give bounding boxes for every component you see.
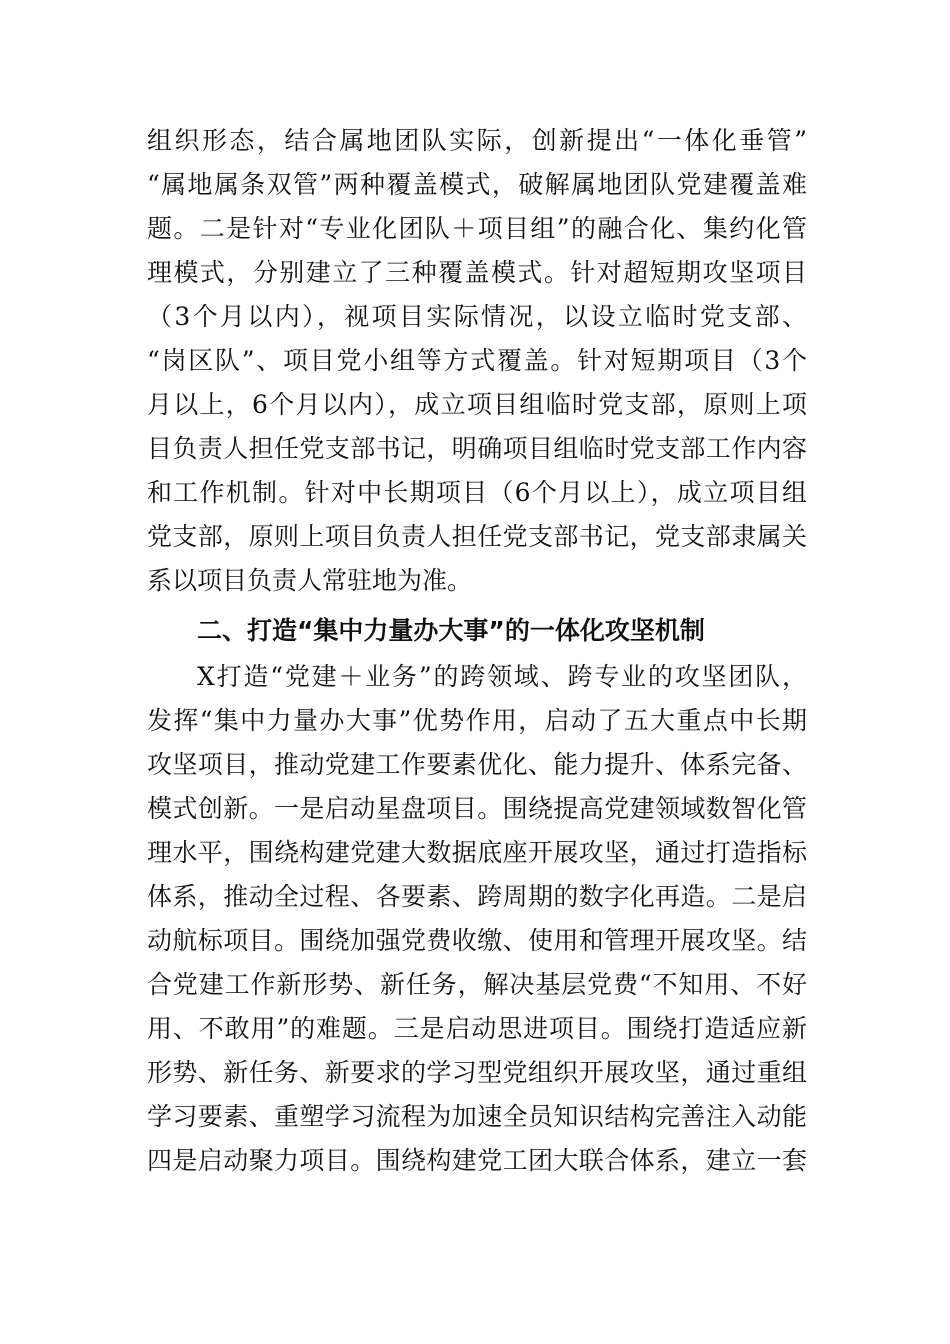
text-line: 和工作机制。针对中长期项目（6个月以上），成立项目组: [147, 478, 807, 507]
text-line: 党支部，原则上项目负责人担任党支部书记，党支部隶属关: [147, 522, 807, 551]
text-line: 体系，推动全过程、各要素、跨周期的数字化再造。二是启: [147, 882, 807, 911]
text-line: 组织形态，结合属地团队实际，创新提出“一体化垂管”: [147, 126, 807, 155]
text-line: （3个月以内），视项目实际情况，以设立临时党支部、: [147, 302, 807, 331]
text-line: 学习要素、重塑学习流程为加速全员知识结构完善注入动能: [147, 1102, 807, 1131]
text-line: 理模式，分别建立了三种覆盖模式。针对超短期攻坚项目: [147, 258, 807, 287]
text-line: 系以项目负责人常驻地为准。: [147, 566, 473, 595]
section-heading: 二、打造“集中力量办大事”的一体化攻坚机制: [197, 616, 705, 645]
text-line: 四是启动聚力项目。围绕构建党工团大联合体系，建立一套: [147, 1146, 807, 1175]
text-line: “属地属条双管”两种覆盖模式，破解属地团队党建覆盖难: [147, 170, 807, 199]
text-line: 用、不敢用”的难题。三是启动思进项目。围绕打造适应新: [147, 1014, 807, 1043]
text-line: 动航标项目。围绕加强党费收缴、使用和管理开展攻坚。结: [147, 926, 807, 955]
text-line: 形势、新任务、新要求的学习型党组织开展攻坚，通过重组: [147, 1058, 807, 1087]
text-line: 月以上，6个月以内），成立项目组临时党支部，原则上项: [147, 390, 807, 419]
text-line: “岗区队”、项目党小组等方式覆盖。针对短期项目（3个: [147, 346, 807, 375]
text-line: 合党建工作新形势、新任务，解决基层党费“不知用、不好: [147, 970, 807, 999]
text-line: 目负责人担任党支部书记，明确项目组临时党支部工作内容: [147, 434, 807, 463]
text-line: 理水平，围绕构建党建大数据底座开展攻坚，通过打造指标: [147, 838, 807, 867]
text-line: 攻坚项目，推动党建工作要素优化、能力提升、体系完备、: [147, 750, 807, 779]
text-line: 题。二是针对“专业化团队＋项目组”的融合化、集约化管: [147, 214, 807, 243]
text-line: X打造“党建＋业务”的跨领域、跨专业的攻坚团队，: [197, 662, 807, 691]
text-line: 发挥“集中力量办大事”优势作用，启动了五大重点中长期: [147, 706, 807, 735]
text-line: 模式创新。一是启动星盘项目。围绕提高党建领域数智化管: [147, 794, 807, 823]
